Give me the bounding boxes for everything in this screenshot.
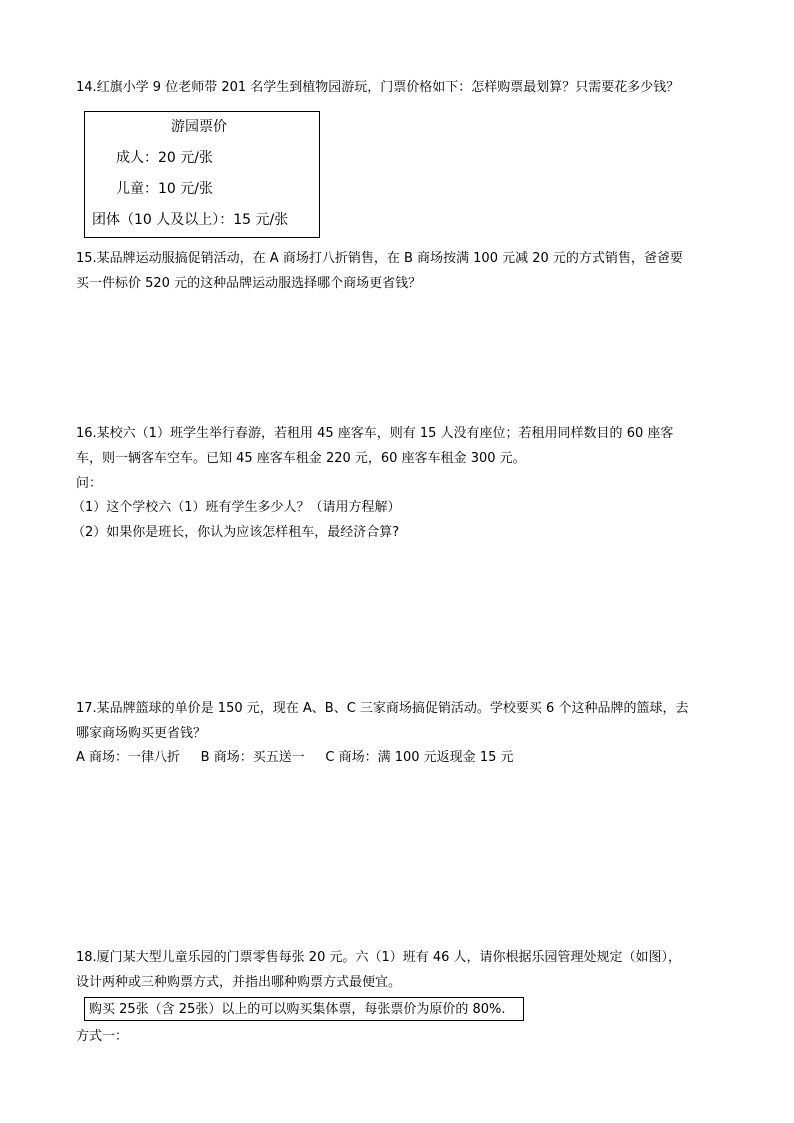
q16-ask: 问： xyxy=(76,476,103,491)
q16-sub-1: （1）这个学校六（1）班有学生多少人？（请用方程解） xyxy=(72,500,401,515)
adult-price: 成人：20 元/张 xyxy=(116,150,213,166)
ticket-price-box xyxy=(84,111,320,238)
q16-sub-2: （2）如果你是班长，你认为应该怎样租车，最经济合算? xyxy=(72,525,400,540)
q14-text: 14.红旗小学 9 位老师带 201 名学生到植物园游玩，门票价格如下：怎样购票最划算？只需要花多少钱？ xyxy=(76,80,680,95)
group-ticket-notice: 购买 25张（含 25张）以上的可以购买集体票，每张票价为原价的 80%. xyxy=(89,1002,506,1017)
q17-line-1: 17.某品牌篮球的单价是 150 元，现在 A、B、C 三家商场搞促销活动。学校要买 6 个这种品牌的篮球，去 xyxy=(76,701,689,716)
q16-line-2: 车，则一辆客车空车。已知 45 座客车租金 220 元，60 座客车租金 300 元。 xyxy=(76,451,526,466)
q17-line-2: 哪家商场购买更省钱？ xyxy=(76,726,207,741)
q17-options: A 商场：一律八折 B 商场：买五送一 C 商场：满 100 元返现金 15 元 xyxy=(76,750,514,765)
q18-method-1: 方式一： xyxy=(76,1029,129,1044)
q15-line-1: 15.某品牌运动服搞促销活动，在 A 商场打八折销售，在 B 商场按满 100 元减 20 元的方式销售，爸爸要 xyxy=(76,251,683,266)
ticket-box-title: 游园票价 xyxy=(171,119,227,135)
child-price: 儿童：10 元/张 xyxy=(116,181,213,197)
group-price: 团体（10 人及以上）：15 元/张 xyxy=(92,212,289,228)
q18-line-2: 设计两种或三种购票方式，并指出哪种购票方式最便宜。 xyxy=(76,975,402,990)
group-ticket-notice-box xyxy=(84,997,524,1021)
q15-line-2: 买一件标价 520 元的这种品牌运动服选择哪个商场更省钱？ xyxy=(76,276,422,291)
q18-line-1: 18.厦门某大型儿童乐园的门票零售每张 20 元。六（1）班有 46 人，请你根据乐园管理处规定（如图）， xyxy=(76,950,682,965)
q16-line-1: 16.某校六（1）班学生举行春游，若租用 45 座客车，则有 15 人没有座位；若租用同样数目的 60 座客 xyxy=(76,426,674,441)
